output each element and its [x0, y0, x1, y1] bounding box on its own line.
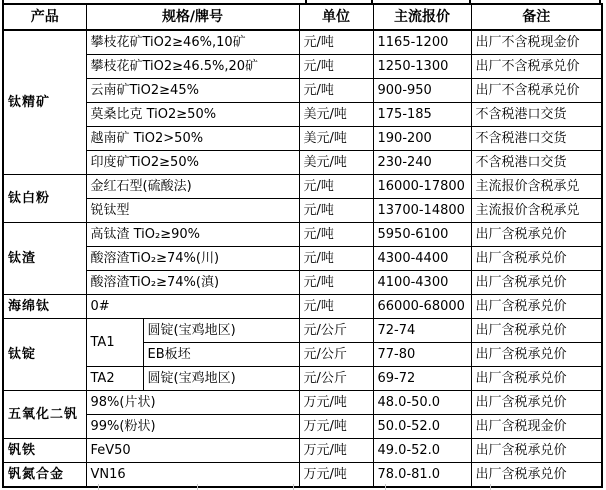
spec-cell: 金红石型(硫酸法): [86, 175, 299, 199]
note-cell: 出厂含税承兑价: [471, 343, 602, 367]
note-cell: 出厂含税现金价: [471, 415, 602, 439]
commodity-price-table: [2, 3, 603, 488]
note-cell: 出厂不含税现金价: [471, 30, 602, 55]
note-cell: 主流报价含税承兑: [471, 175, 602, 199]
price-cell: 77-80: [373, 343, 471, 367]
note-cell: 出厂含税承兑价: [471, 463, 602, 488]
price-cell: 48.0-50.0: [373, 391, 471, 415]
table-row: [3, 391, 602, 415]
spec-cell: 99%(粉状): [86, 415, 299, 439]
table-row: [3, 319, 602, 343]
note-cell: 出厂含税承兑价: [471, 247, 602, 271]
spec-cell: 酸溶渣TiO₂≥74%(滇): [86, 271, 299, 295]
unit-cell: 万元/吨: [299, 439, 373, 463]
price-cell: 230-240: [373, 151, 471, 175]
header-unit: 单位: [299, 4, 373, 30]
spec-cell: 0#: [86, 295, 299, 319]
table-row: [3, 30, 602, 55]
spec-cell: 莫桑比克 TiO2≥50%: [86, 103, 299, 127]
note-cell: 出厂含税承兑价: [471, 319, 602, 343]
table-row: [3, 271, 602, 295]
product-cell: 钒铁: [3, 439, 86, 463]
bottom-cutoff-gridline: [293, 484, 294, 490]
price-cell: 900-950: [373, 79, 471, 103]
price-cell: 4300-4400: [373, 247, 471, 271]
unit-cell: 元/吨: [299, 175, 373, 199]
unit-cell: 元/公斤: [299, 367, 373, 391]
table-row: [3, 367, 602, 391]
note-cell: 出厂含税承兑价: [471, 391, 602, 415]
price-cell: 72-74: [373, 319, 471, 343]
price-cell: 66000-68000: [373, 295, 471, 319]
note-cell: 出厂不含税承兑价: [471, 79, 602, 103]
note-cell: 出厂含税承兑价: [471, 271, 602, 295]
spec-cell: 攀枝花矿TiO2≥46%,10矿: [86, 30, 299, 55]
price-cell: 78.0-81.0: [373, 463, 471, 488]
spec-cell: 锐钛型: [86, 199, 299, 223]
spec-cell: VN16: [86, 463, 299, 488]
spec-cell: 云南矿TiO2≥45%: [86, 79, 299, 103]
spec-cell: 圆锭(宝鸡地区): [143, 319, 299, 343]
table-row: [3, 151, 602, 175]
spec-cell: 酸溶渣TiO₂≥74%(川): [86, 247, 299, 271]
table-row: [3, 463, 602, 488]
product-cell: 钒氮合金: [3, 463, 86, 488]
product-cell: 钛精矿: [3, 30, 86, 175]
unit-cell: 元/吨: [299, 30, 373, 55]
table-row: [3, 415, 602, 439]
table-row: [3, 439, 602, 463]
price-cell: 4100-4300: [373, 271, 471, 295]
table-row: [3, 175, 602, 199]
table-row: [3, 79, 602, 103]
bottom-cutoff-gridline: [98, 484, 99, 490]
unit-cell: 元/吨: [299, 223, 373, 247]
grade-cell: TA1: [86, 319, 143, 367]
header-note: 备注: [471, 4, 602, 30]
unit-cell: 美元/吨: [299, 103, 373, 127]
note-cell: 出厂含税承兑价: [471, 367, 602, 391]
unit-cell: 元/公斤: [299, 319, 373, 343]
unit-cell: 元/吨: [299, 295, 373, 319]
product-cell: 钛白粉: [3, 175, 86, 223]
spec-cell: 98%(片状): [86, 391, 299, 415]
note-cell: 不含税港口交货: [471, 151, 602, 175]
header-product: 产品: [3, 4, 86, 30]
note-cell: 出厂含税承兑价: [471, 439, 602, 463]
unit-cell: 美元/吨: [299, 127, 373, 151]
unit-cell: 元/吨: [299, 271, 373, 295]
grade-cell: TA2: [86, 367, 143, 391]
product-cell: 海绵钛: [3, 295, 86, 319]
price-cell: 16000-17800: [373, 175, 471, 199]
bottom-cutoff-gridline: [197, 484, 198, 490]
price-cell: 175-185: [373, 103, 471, 127]
price-cell: 50.0-52.0: [373, 415, 471, 439]
spec-cell: 高钛渣 TiO₂≥90%: [86, 223, 299, 247]
table-row: [3, 223, 602, 247]
note-cell: 出厂不含税承兑价: [471, 55, 602, 79]
header-price: 主流报价: [373, 4, 471, 30]
note-cell: 出厂含税承兑价: [471, 295, 602, 319]
product-cell: 钛渣: [3, 223, 86, 295]
price-cell: 49.0-52.0: [373, 439, 471, 463]
bottom-cutoff-gridline: [385, 484, 386, 490]
price-cell: 13700-14800: [373, 199, 471, 223]
price-cell: 69-72: [373, 367, 471, 391]
unit-cell: 美元/吨: [299, 151, 373, 175]
unit-cell: 元/吨: [299, 79, 373, 103]
table-row: [3, 103, 602, 127]
spec-cell: 攀枝花矿TiO2≥46.5%,20矿: [86, 55, 299, 79]
spec-cell: 圆锭(宝鸡地区): [143, 367, 299, 391]
unit-cell: 万元/吨: [299, 463, 373, 488]
unit-cell: 万元/吨: [299, 415, 373, 439]
table-row: [3, 247, 602, 271]
header-spec: 规格/牌号: [86, 4, 299, 30]
bottom-cutoff-gridline: [490, 484, 491, 490]
price-cell: 1250-1300: [373, 55, 471, 79]
price-cell: 1165-1200: [373, 30, 471, 55]
unit-cell: 元/公斤: [299, 343, 373, 367]
unit-cell: 元/吨: [299, 199, 373, 223]
price-cell: 190-200: [373, 127, 471, 151]
unit-cell: 万元/吨: [299, 391, 373, 415]
spec-cell: 越南矿 TiO2>50%: [86, 127, 299, 151]
note-cell: 主流报价含税承兑: [471, 199, 602, 223]
table-row: [3, 127, 602, 151]
table-row: [3, 199, 602, 223]
spec-cell: FeV50: [86, 439, 299, 463]
spec-cell: 印度矿TiO2≥50%: [86, 151, 299, 175]
table-row: [3, 55, 602, 79]
note-cell: 不含税港口交货: [471, 103, 602, 127]
table-row: [3, 295, 602, 319]
note-cell: 不含税港口交货: [471, 127, 602, 151]
spec-cell: EB板坯: [143, 343, 299, 367]
product-cell: 五氧化二钒: [3, 391, 86, 439]
header-row: [3, 4, 602, 30]
unit-cell: 元/吨: [299, 55, 373, 79]
unit-cell: 元/吨: [299, 247, 373, 271]
note-cell: 出厂含税承兑价: [471, 223, 602, 247]
price-cell: 5950-6100: [373, 223, 471, 247]
product-cell: 钛锭: [3, 319, 86, 391]
